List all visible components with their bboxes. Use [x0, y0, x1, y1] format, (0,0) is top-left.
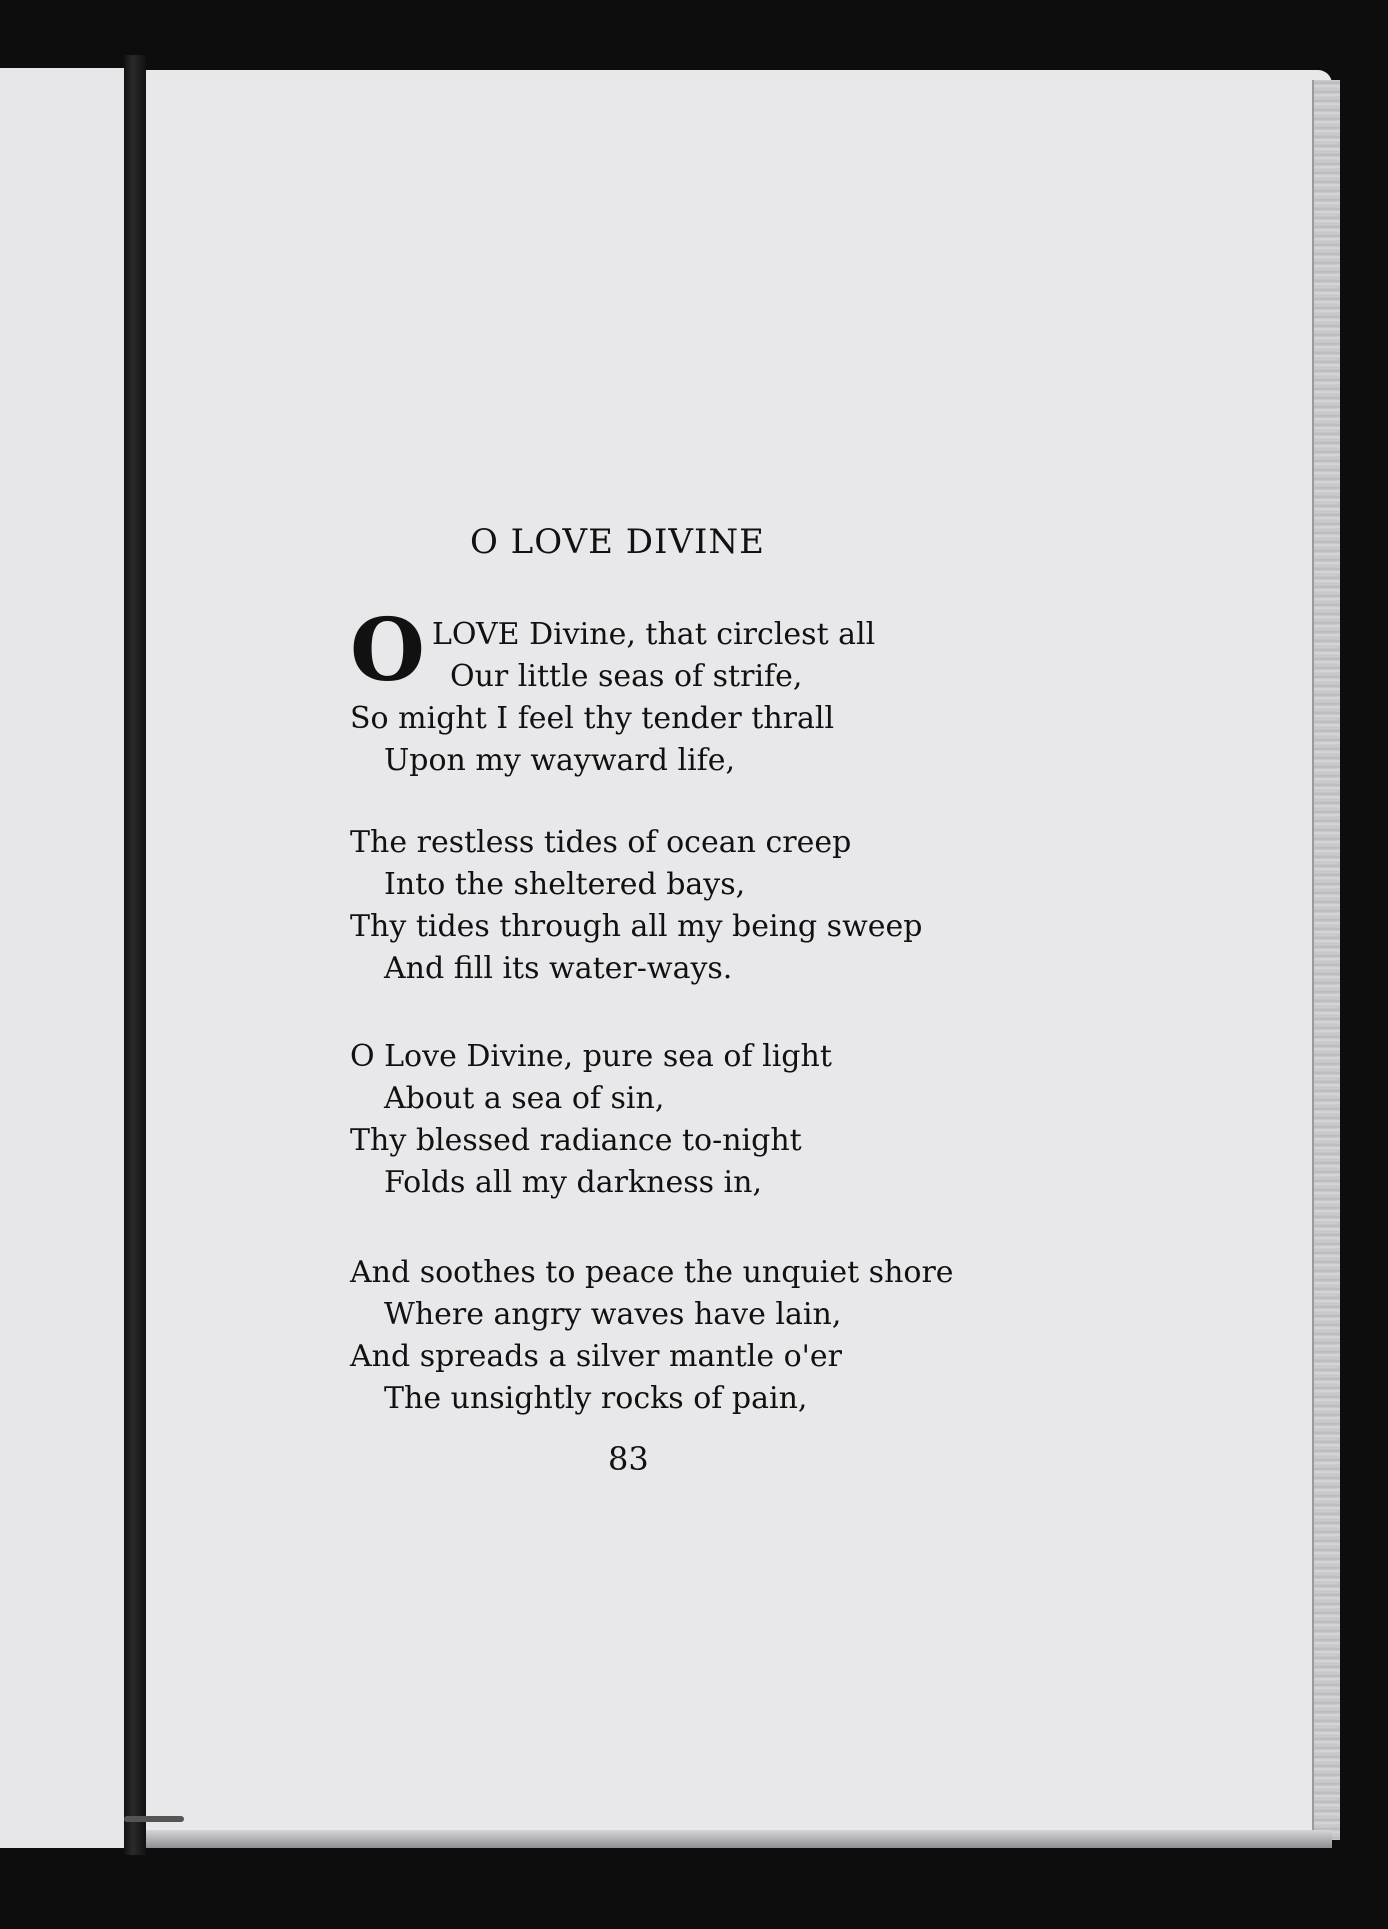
poem-line: And spreads a silver mantle o'er: [350, 1339, 843, 1374]
drop-cap: O: [350, 600, 425, 701]
poem-line: Our little seas of strife,: [450, 659, 803, 694]
poem-line: The restless tides of ocean creep: [350, 825, 852, 860]
poem-line: The unsightly rocks of pain,: [384, 1381, 808, 1416]
poem-line: So might I feel thy tender thrall: [350, 701, 835, 736]
poem-line: Thy blessed radiance to-night: [350, 1123, 802, 1158]
poem-line: LOVE Divine, that circlest all: [432, 617, 876, 652]
stanza-2: [350, 822, 922, 990]
poem-line: Thy tides through all my being sweep: [350, 909, 923, 944]
poem-line: Where angry waves have lain,: [384, 1297, 842, 1332]
page-number: 83: [608, 1440, 649, 1478]
poem-line: About a sea of sin,: [384, 1081, 665, 1116]
poem-line: Upon my wayward life,: [384, 743, 736, 778]
stanza-4: [350, 1252, 954, 1420]
poem-line: O Love Divine, pure sea of light: [350, 1039, 832, 1074]
poem-line: And soothes to peace the unquiet shore: [350, 1255, 954, 1290]
poem-line: And fill its water-ways.: [384, 951, 733, 986]
stanza-1: [350, 600, 876, 782]
poem-line: Into the sheltered bays,: [384, 867, 746, 902]
poem-line: Folds all my darkness in,: [384, 1165, 762, 1200]
stanza-3: [350, 1036, 832, 1204]
poem-title: O LOVE DIVINE: [470, 522, 765, 562]
